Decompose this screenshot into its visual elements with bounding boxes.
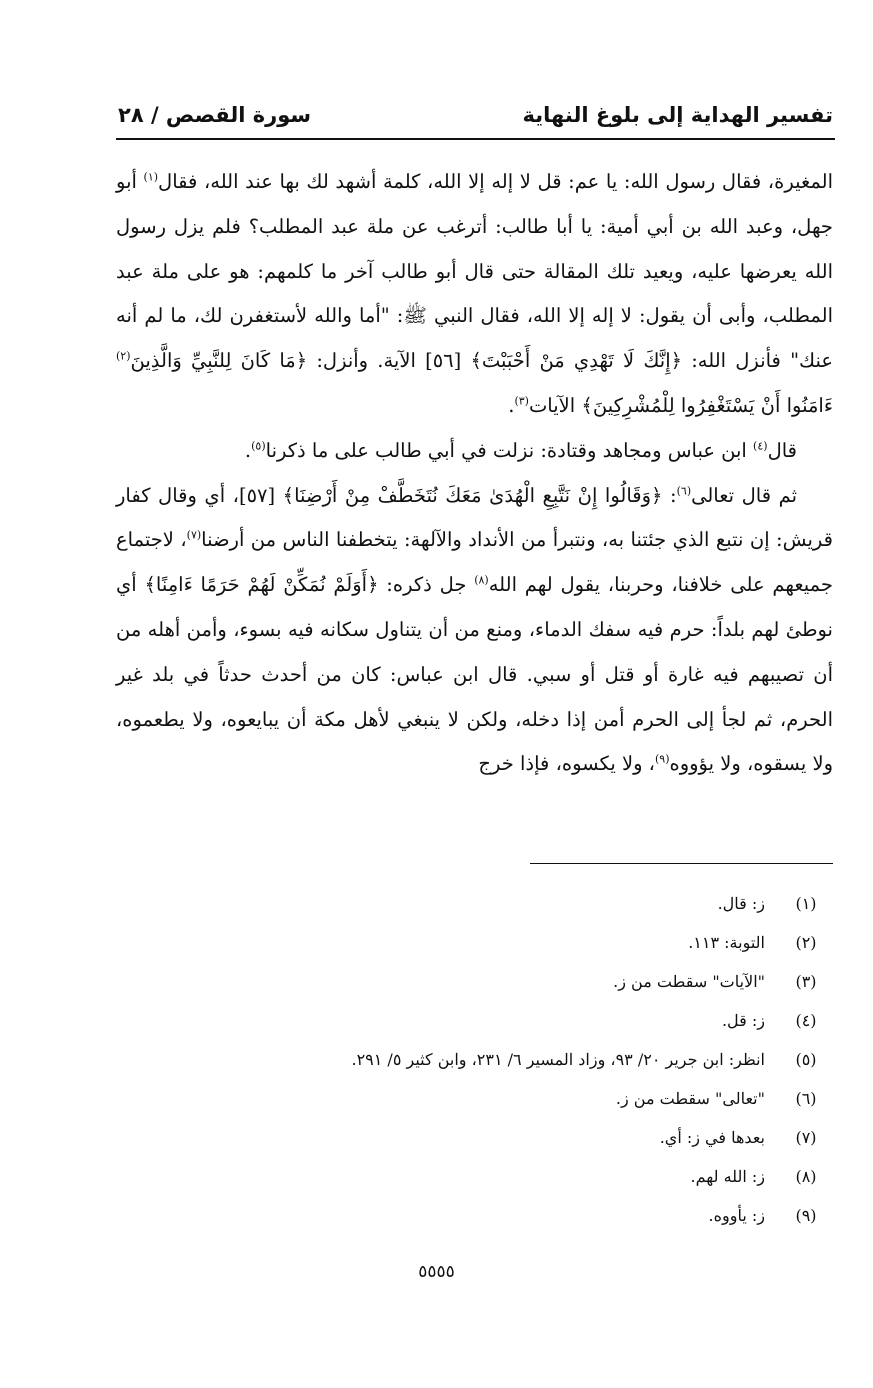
text-run: قال <box>767 438 797 462</box>
footnote-number: (٣) <box>795 972 817 991</box>
paragraph <box>116 160 833 429</box>
text-run: ، ولا يكسوه، فإذا خرج <box>478 752 655 776</box>
footnote <box>116 962 833 1001</box>
footnote-number: (٤) <box>795 1011 817 1030</box>
text-run: ثم قال تعالى <box>691 483 797 507</box>
footnote-text: التوبة: ١١٣. <box>688 933 765 952</box>
footnote-divider <box>530 863 833 864</box>
footnote <box>116 1001 833 1040</box>
footnote-text: ز: يأووه. <box>708 1206 765 1225</box>
quran-verse: ءَامَنُوا أَنْ يَسْتَغْفِرُوا لِلْمُشْرِكِينَ﴾ <box>581 393 833 417</box>
book-title: تفسير الهداية إلى بلوغ النهاية <box>522 103 833 127</box>
surah-reference: سورة القصص / ٢٨ <box>118 103 312 127</box>
quran-verse: ﴿وَقَالُوا إِنْ نَتَّبِعِ الْهُدَىٰ مَعَكَ نُتَخَطَّفْ مِنْ أَرْضِنَا﴾ <box>282 483 663 507</box>
text-run: [٥٧]، أي وقال كفار قريش: إن نتبع الذي جئتنا به، ونتبرأ من الأنداد والآلهة: يتخطفنا الناس من أرضنا <box>116 483 834 552</box>
footnote-text: ز: الله لهم. <box>690 1167 765 1186</box>
footnote <box>116 1040 833 1079</box>
running-header <box>118 98 833 132</box>
footnote-marker: (٢) <box>116 349 131 363</box>
main-text <box>116 160 833 787</box>
footnote-number: (٢) <box>795 933 817 952</box>
text-run: جل ذكره: <box>378 573 475 597</box>
footnote-text: انظر: ابن جرير ٢٠/ ٩٣، وزاد المسير ٦/ ٢٣١، وابن كثير ٥/ ٢٩١. <box>351 1050 765 1069</box>
text-run: المغيرة، فقال رسول الله: يا عم: قل لا إله إلا الله، كلمة أشهد لك بها عند الله، فقال <box>158 170 834 193</box>
footnote-text: بعدها في ز: أي. <box>659 1128 765 1147</box>
footnote-text: ز: قال. <box>717 894 765 913</box>
footnote-number: (٥) <box>795 1050 817 1069</box>
footnote-number: (١) <box>795 894 817 913</box>
footnote <box>116 1196 833 1235</box>
text-run: أي نوطئ لهم بلداً: حرم فيه سفك الدماء، ومنع من أن يتناول سكانه فيه بسوء، وأمن أهله من أن تصيبهم فيه غارة أو قتل أو سبي. قال ابن عباس: كان من أحدث حدثاً في بلد غير الحرم، ثم لجأ إلى الحرم أمن إذا دخله، ولكن لا ينبغي لأهل مكة أن يبايعوه، ولا يطعموه، ولا يسقوه، ولا يؤووه <box>116 573 833 776</box>
quran-verse: ﴿إِنَّكَ لَا تَهْدِي مَنْ أَحْبَبْتَ﴾ <box>470 349 683 373</box>
footnote-marker: (١) <box>143 170 159 184</box>
footnote-number: (٩) <box>795 1206 817 1225</box>
footnote-text: ز: قل. <box>721 1011 765 1030</box>
page-number: ٥٥٥٥ <box>418 1262 455 1282</box>
footnote <box>116 1118 833 1157</box>
footnote <box>116 1079 833 1118</box>
footnote-number: (٨) <box>795 1167 817 1186</box>
footnote-number: (٧) <box>795 1128 817 1147</box>
footnote-marker: (٤) <box>753 439 768 453</box>
quran-verse: ﴿أَوَلَمْ نُمَكِّنْ لَهُمْ حَرَمًا ءَامِنًا﴾ <box>144 573 379 597</box>
header-divider <box>116 138 835 140</box>
footnote <box>116 1157 833 1196</box>
text-run: أبو جهل، وعبد الله بن أبي أمية: يا أبا طالب: أترغب عن ملة عبد المطلب؟ فلم يزل رسول الله يعرضها عليه، ويعيد تلك المقالة حتى قال أبو طالب آخر ما كلمهم: هو على ملة عبد المطلب، وأبى أن يقول: لا إله إلا الله، فقال النبي ﷺ: "أما والله لأستغفرن لك، ما لم أنه عنك" فأنزل الله: <box>116 170 833 373</box>
footnote-marker: (٣) <box>514 394 529 408</box>
text-run: ابن عباس ومجاهد وقتادة: نزلت في أبي طالب على ما ذكرنا <box>265 438 754 462</box>
footnote-marker: (٥) <box>251 439 266 453</box>
footnote-text: "تعالى" سقطت من ز. <box>615 1089 765 1108</box>
footnotes-list <box>116 884 833 1235</box>
text-run: الآيات <box>528 393 582 417</box>
text-run: . <box>244 438 252 462</box>
footnote <box>116 884 833 923</box>
footnote-text: "الآيات" سقطت من ز. <box>613 972 765 991</box>
footnote-marker: (٨) <box>474 573 489 587</box>
footnote-marker: (٩) <box>654 752 670 766</box>
text-run: . <box>508 393 515 417</box>
footnote <box>116 923 833 962</box>
text-run: : <box>662 483 677 507</box>
footnote-marker: (٧) <box>186 528 202 542</box>
text-run: ، لاجتماع جميعهم على خلافنا، وحربنا، يقول لهم الله <box>116 528 833 597</box>
text-run: [٥٦] الآية. وأنزل: <box>307 349 471 373</box>
paragraph <box>116 474 833 788</box>
footnote-marker: (٦) <box>676 484 692 498</box>
quran-verse: ﴿مَا كَانَ لِلنَّبِيِّ وَالَّذِينَ <box>130 349 308 373</box>
footnote-number: (٦) <box>795 1089 817 1108</box>
paragraph <box>116 429 833 474</box>
